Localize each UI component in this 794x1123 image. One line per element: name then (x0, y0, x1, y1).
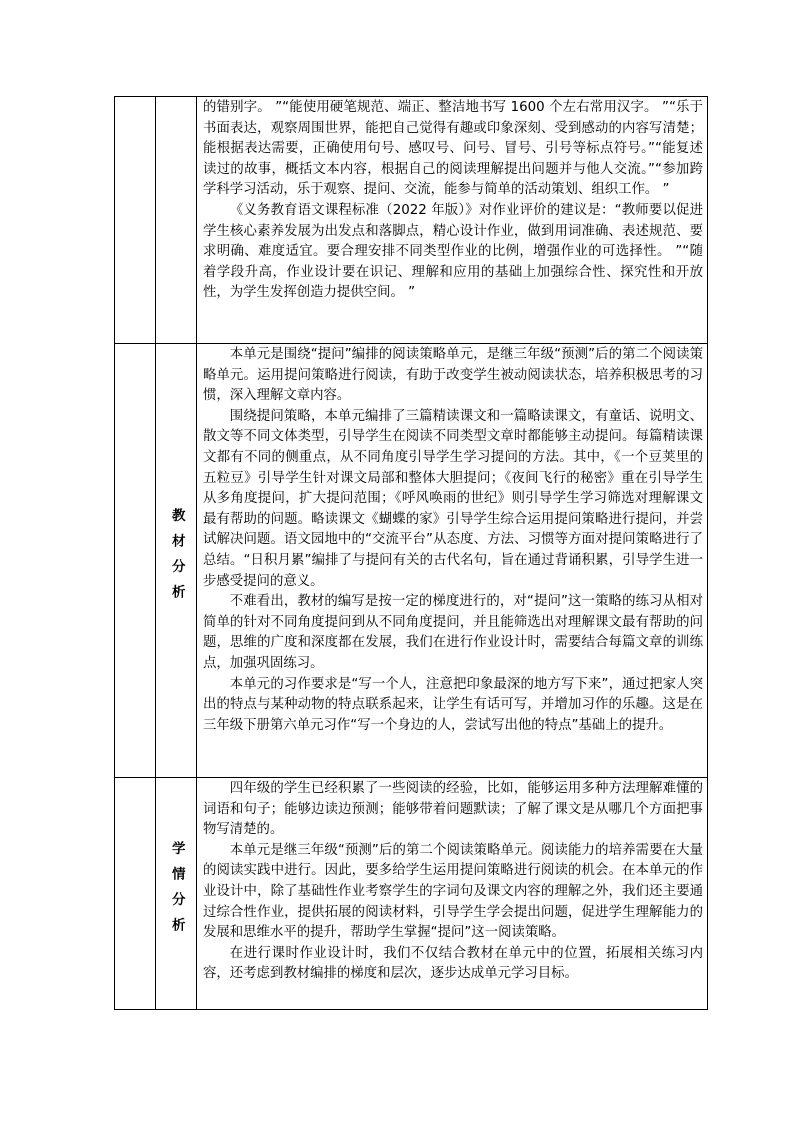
textbook-analysis-content (197, 344, 708, 778)
paragraph: 本单元的习作要求是“写一个人，注意把印象最深的地方写下来”，通过把家人突出的特点与某种动物的特点联系起来，让学生有话可写，并增加习作的乐趣。这是在三年级下册第六单元习作“写一个身边的人，尝试写出他的特点”基础上的提升。 (203, 676, 703, 733)
table-row-standards (115, 97, 708, 344)
student-analysis-content (197, 778, 708, 1010)
section-label-textbook-analysis: 教材分析 (168, 507, 185, 610)
section-label-student-analysis: 学情分析 (168, 840, 185, 943)
table-row-textbook-analysis (115, 344, 708, 778)
paragraph: 本单元是继三年级“预测”后的第二个阅读策略单元。阅读能力的培养需要在大量的阅读实践中进行。因此，要多给学生运用提问策略进行阅读的机会。在本单元的作业设计中，除了基础性作业考察学生的字词句及课文内容的理解之外，我们还主要通过综合性作业，提供拓展的阅读材料，引导学生学会提出问题，促进学生理解能力的发展和思维水平的提升，帮助学生掌握“提问”这一阅读策略。 (203, 842, 703, 941)
analysis-table (114, 96, 708, 1010)
table-row-student-analysis (115, 778, 708, 1010)
row-spacer-cell (115, 344, 156, 778)
paragraph: 不难看出，教材的编写是按一定的梯度进行的，对“提问”这一策略的练习从相对简单的针对不同角度提问到从不同角度提问，并且能筛选出对理解课文最有帮助的问题，思维的广度和深度都在发展，我们在进行作业设计时，需要结合每篇文章的训练点，加强巩固练习。 (203, 594, 703, 671)
paragraph: 围绕提问策略，本单元编排了三篇精读课文和一篇略读课文，有童话、说明文、散文等不同文体类型，引导学生在阅读不同类型文章时都能够主动提问。每篇精读课文都有不同的侧重点，从不同角度引导学生学习提问的方法。其中，《一个豆荚里的五粒豆》引导学生针对课文局部和整体大胆提问；《夜间飞行的秘密》重在引导学生从多角度提问，扩大提问范围；《呼风唤雨的世纪》则引导学生学习筛选对理解课文最有帮助的问题。略读课文《蝴蝶的家》引导学生综合运用提问策略进行提问，并尝试解决问题。语文园地中的“交流平台”从态度、方法、习惯等方面对提问策略进行了总结。“日积月累”编排了与提问有关的古代名句，旨在通过背诵积累，引导学生进一步感受提问的意义。 (203, 408, 703, 589)
paragraph: 的错别字。 ”“能使用硬笔规范、端正、整洁地书写 1600 个左右常用汉字。 ”“乐于书面表达，观察周围世界，能把自己觉得有趣或印象深刻、受到感动的内容写清楚；能根据表达需要，正确使用句号、感叹号、问号、冒号、引号等标点符号。”“能复述读过的故事，概括文本内容，根据自己的阅读理解提出问题并与他人交流。”“参加跨学科学习活动，乐于观察、提问、交流，能参与简单的活动策划、组织工作。 ” (203, 100, 703, 198)
section-label-cell (156, 97, 197, 344)
paragraph: 《义务教育语文课程标准（2022 年版）》对作业评价的建议是：“教师要以促进学生核心素养发展为出发点和落脚点，精心设计作业，做到用词准确、表述规范、要求明确、难度适宜。要合理安排不同类型作业的比例，增强作业的可选择性。 ”“随着学段升高，作业设计要在识记、理解和应用的基础上加强综合性、探究性和开放性，为学生发挥创造力提供空间。 ” (203, 202, 703, 301)
row-spacer-cell (115, 97, 156, 344)
paragraph: 本单元是围绕“提问”编排的阅读策略单元，是继三年级“预测”后的第二个阅读策略单元。运用提问策略进行阅读，有助于改变学生被动阅读状态，培养积极思考的习惯，深入理解文章内容。 (203, 347, 703, 404)
paragraph: 四年级的学生已经积累了一些阅读的经验，比如，能够运用多种方法理解难懂的词语和句子；能够边读边预测；能够带着问题默读；了解了课文是从哪几个方面把事物写清楚的。 (203, 781, 703, 838)
standards-content (197, 97, 708, 344)
section-label-cell (156, 778, 197, 1010)
row-spacer-cell (115, 778, 156, 1010)
paragraph: 在进行课时作业设计时，我们不仅结合教材在单元中的位置，拓展相关练习内容，还考虑到教材编排的梯度和层次，逐步达成单元学习目标。 (203, 945, 703, 982)
section-label-cell (156, 344, 197, 778)
